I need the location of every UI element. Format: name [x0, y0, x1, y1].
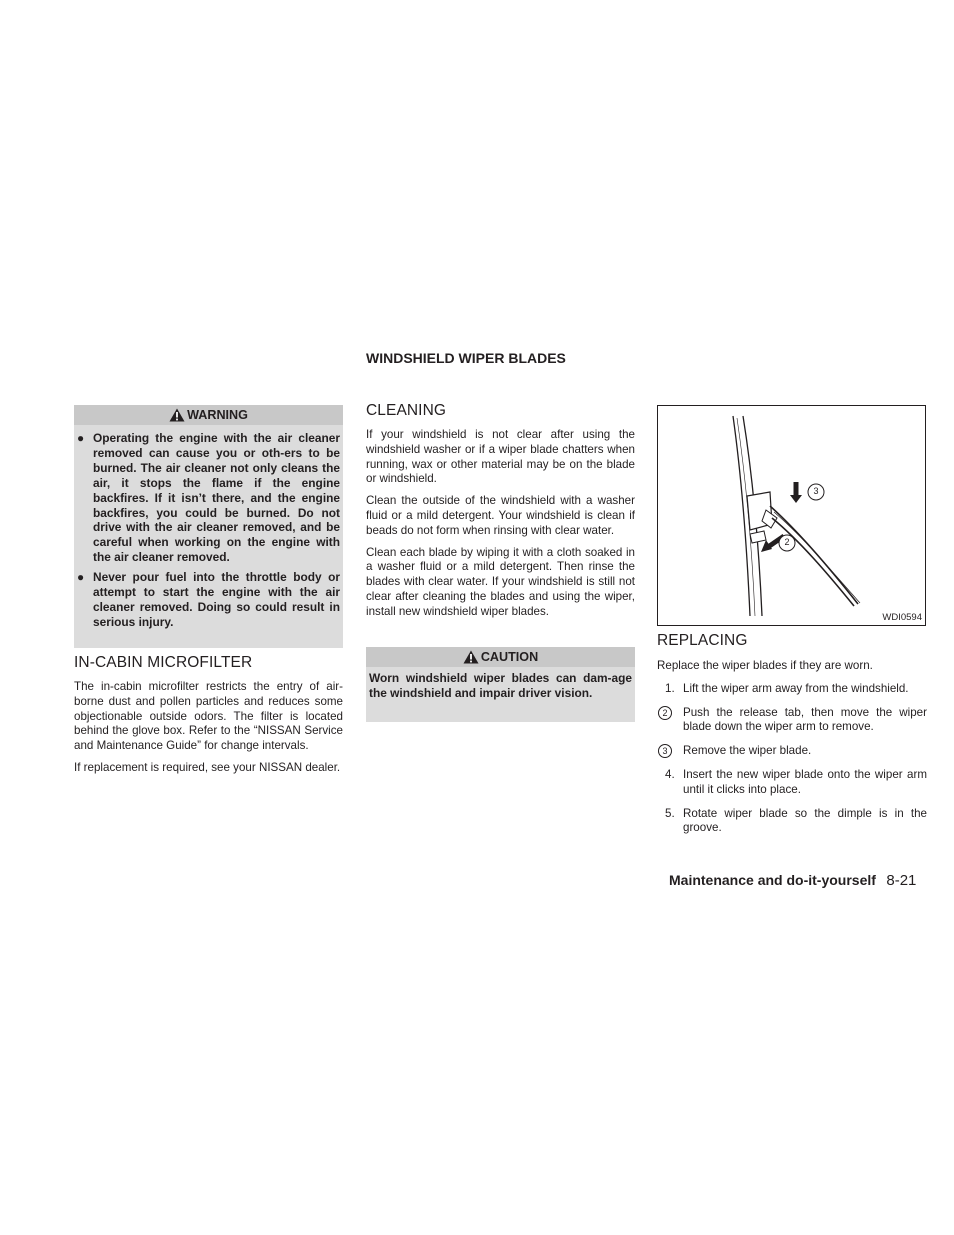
step-number: 4.	[665, 767, 675, 781]
paragraph: Clean the outside of the windshield with a washer fluid or a mild detergent. Your windshield is clean if beads do not form when rinsing with clear water.	[366, 494, 635, 537]
replacing-body	[657, 659, 927, 845]
paragraph: Clean each blade by wiping it with a cloth soaked in a washer fluid or a mild detergent. Then rinse the blades with clear water. If your windshield is still not clear after cleaning the blades and using the wiper, install new windshield wiper blades.	[366, 545, 635, 618]
caution-header	[366, 647, 635, 667]
step-item	[657, 706, 927, 736]
step-text: Insert the new wiper blade onto the wiper arm until it clicks into place.	[683, 767, 927, 796]
microfilter-heading: IN-CABIN MICROFILTER	[74, 654, 253, 671]
page-number: 8-21	[886, 872, 917, 889]
step-item	[657, 744, 927, 759]
cleaning-heading: CLEANING	[366, 402, 447, 419]
microfilter-body	[74, 680, 343, 783]
replacing-intro: Replace the wiper blades if they are worn.	[657, 659, 873, 672]
warning-box	[74, 405, 343, 648]
warning-item	[74, 431, 340, 565]
caution-text: Worn windshield wiper blades can dam-age the windshield and impair driver vision.	[369, 671, 632, 700]
circled-number-icon: 3	[658, 744, 672, 758]
warning-triangle-icon	[169, 408, 185, 422]
warning-item	[74, 570, 340, 630]
wiper-blade-illustration	[658, 406, 925, 625]
warning-triangle-icon	[463, 650, 479, 664]
replacing-steps	[657, 682, 927, 836]
caution-box	[366, 647, 635, 722]
figure-code: WDI0594	[882, 612, 922, 623]
cleaning-body	[366, 428, 635, 627]
warning-label: WARNING	[187, 408, 248, 422]
step-text: Remove the wiper blade.	[683, 744, 812, 758]
bullet-icon: ●	[77, 570, 85, 585]
warning-item-text: Operating the engine with the air cleaner removed can cause you or oth-ers to be burned. The air cleaner not only cleans the air, it stops the flame if the engine backfires. If it isn’t there, and the engine backfires, you could be burned. Do not drive with the air cleaner removed, and be careful when working on the engine with the air cleaner removed.	[93, 431, 340, 565]
step-text: Rotate wiper blade so the dimple is in the groove.	[683, 806, 927, 835]
warning-item-text: Never pour fuel into the throttle body or attempt to start the engine with the air cleaner removed. Doing so could result in serious injury.	[93, 570, 340, 629]
step-number: 1.	[665, 681, 675, 695]
step-number: 5.	[665, 806, 675, 820]
footer	[669, 872, 916, 890]
step-text: Push the release tab, then move the wiper blade down the wiper arm to remove.	[683, 705, 927, 734]
step-item	[657, 682, 927, 697]
wiper-figure	[657, 405, 926, 626]
callout-2: 2	[784, 537, 790, 547]
bullet-icon: ●	[77, 431, 85, 445]
caution-label: CAUTION	[480, 650, 539, 664]
callout-3: 3	[813, 486, 819, 496]
section-title: WINDSHIELD WIPER BLADES	[366, 350, 566, 366]
step-item	[657, 768, 927, 798]
step-item	[657, 807, 927, 837]
paragraph: If your windshield is not clear after using the windshield washer or if a wiper blade chatters when running, wax or other material may be on the blade or windshield.	[366, 428, 635, 486]
footer-title: Maintenance and do-it-yourself	[669, 872, 876, 888]
paragraph: If replacement is required, see your NISSAN dealer.	[74, 760, 341, 774]
circled-number-icon: 2	[658, 706, 672, 720]
replacing-heading: REPLACING	[657, 632, 748, 649]
paragraph: The in-cabin microfilter restricts the entry of air-borne dust and pollen particles and reduces some objectionable outside odors. The filter is located behind the glove box. Refer to the “NISSAN Service and Maintenance Guide” for change intervals.	[74, 680, 343, 753]
warning-header	[74, 405, 343, 425]
step-text: Lift the wiper arm away from the windshield.	[683, 681, 909, 695]
